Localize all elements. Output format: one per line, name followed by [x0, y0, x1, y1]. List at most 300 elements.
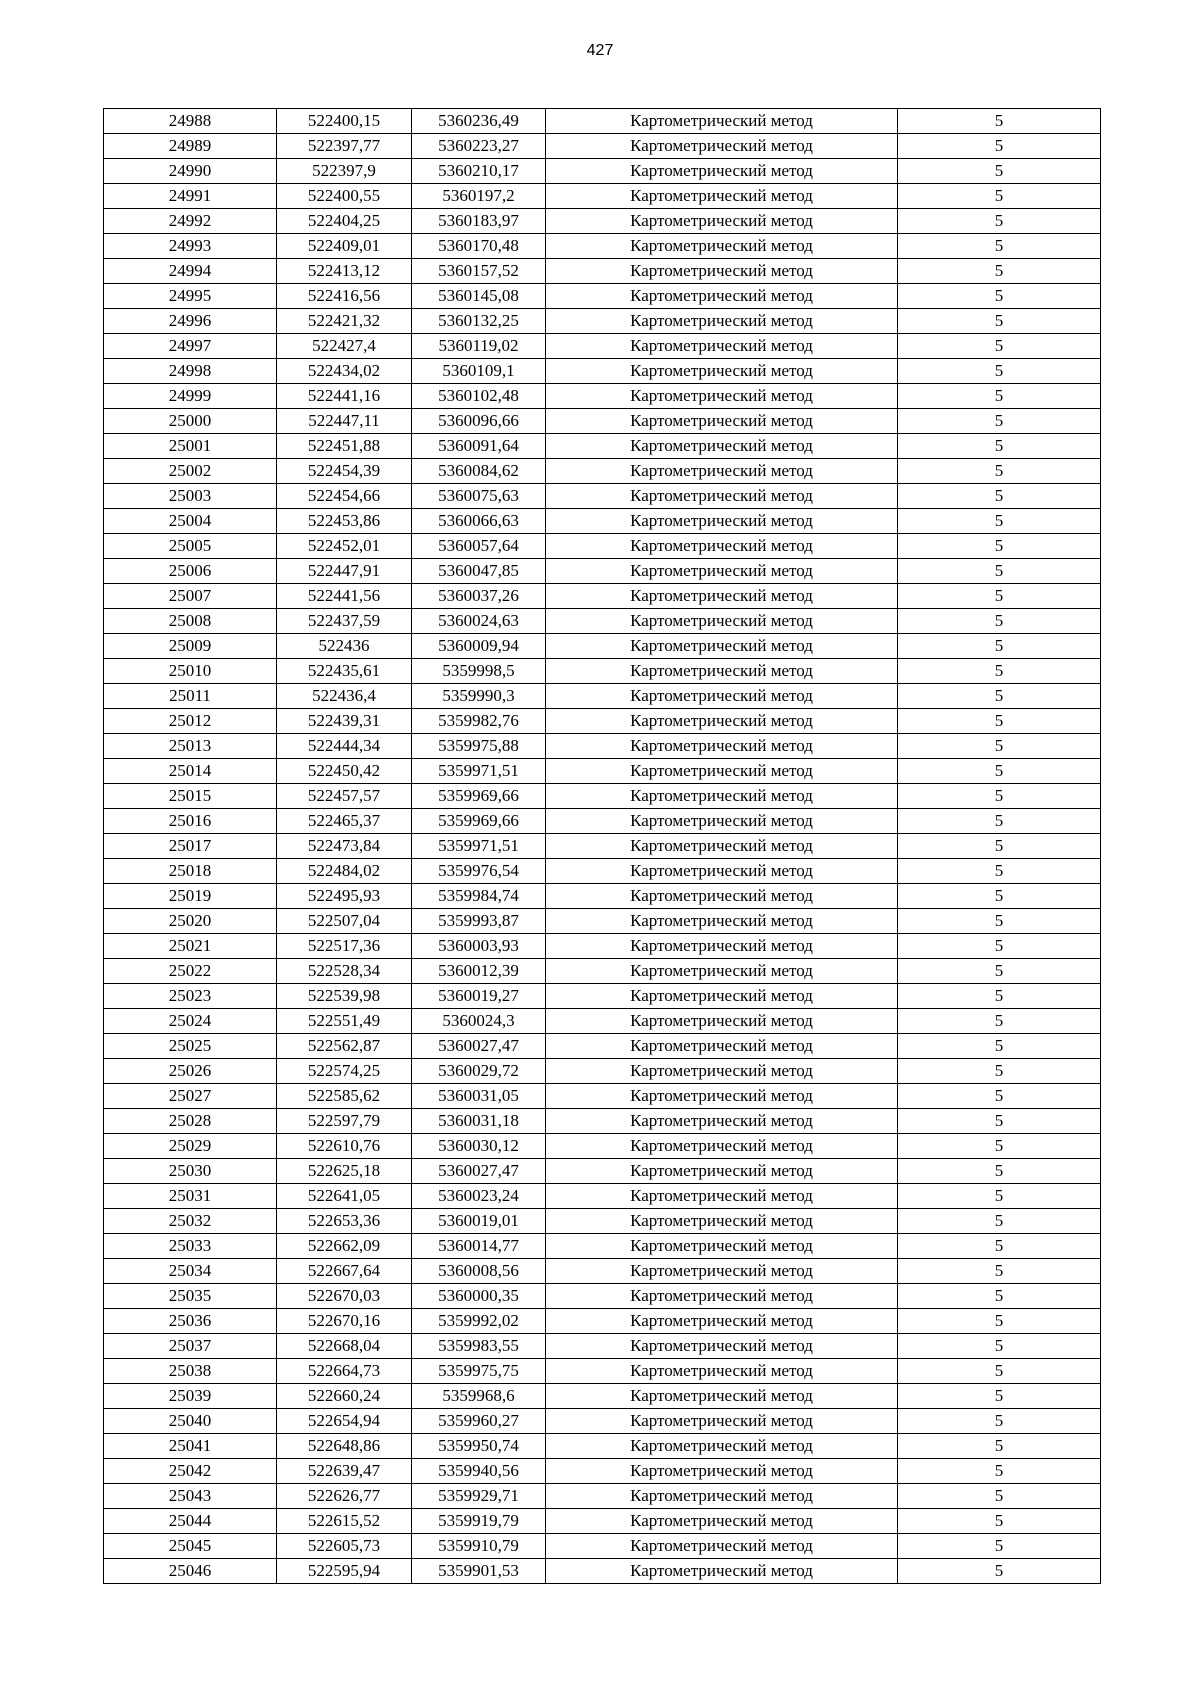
method-cell: Картометрический метод	[546, 1534, 898, 1559]
y-coordinate-cell: 5359971,51	[412, 834, 546, 859]
x-coordinate-cell: 522436,4	[277, 684, 412, 709]
x-coordinate-cell: 522585,62	[277, 1084, 412, 1109]
x-coordinate-cell: 522404,25	[277, 209, 412, 234]
method-cell: Картометрический метод	[546, 384, 898, 409]
y-coordinate-cell: 5360075,63	[412, 484, 546, 509]
x-coordinate-cell: 522444,34	[277, 734, 412, 759]
point-number-cell: 24988	[104, 109, 277, 134]
x-coordinate-cell: 522435,61	[277, 659, 412, 684]
x-coordinate-cell: 522626,77	[277, 1484, 412, 1509]
accuracy-cell: 5	[898, 1009, 1101, 1034]
table-row	[104, 434, 1101, 459]
page-number: 427	[586, 42, 614, 59]
point-number-cell: 25046	[104, 1559, 277, 1584]
y-coordinate-cell: 5359919,79	[412, 1509, 546, 1534]
x-coordinate-cell: 522457,57	[277, 784, 412, 809]
y-coordinate-cell: 5359982,76	[412, 709, 546, 734]
point-number-cell: 25005	[104, 534, 277, 559]
table-row	[104, 334, 1101, 359]
accuracy-cell: 5	[898, 809, 1101, 834]
table-row	[104, 109, 1101, 134]
y-coordinate-cell: 5359976,54	[412, 859, 546, 884]
accuracy-cell: 5	[898, 559, 1101, 584]
method-cell: Картометрический метод	[546, 1234, 898, 1259]
table-row	[104, 459, 1101, 484]
accuracy-cell: 5	[898, 1234, 1101, 1259]
method-cell: Картометрический метод	[546, 509, 898, 534]
method-cell: Картометрический метод	[546, 909, 898, 934]
y-coordinate-cell: 5360210,17	[412, 159, 546, 184]
y-coordinate-cell: 5359960,27	[412, 1409, 546, 1434]
table-row	[104, 784, 1101, 809]
point-number-cell: 25021	[104, 934, 277, 959]
table-row	[104, 609, 1101, 634]
point-number-cell: 24991	[104, 184, 277, 209]
y-coordinate-cell: 5360029,72	[412, 1059, 546, 1084]
y-coordinate-cell: 5360084,62	[412, 459, 546, 484]
method-cell: Картометрический метод	[546, 134, 898, 159]
point-number-cell: 25041	[104, 1434, 277, 1459]
point-number-cell: 25025	[104, 1034, 277, 1059]
accuracy-cell: 5	[898, 1209, 1101, 1234]
x-coordinate-cell: 522452,01	[277, 534, 412, 559]
method-cell: Картометрический метод	[546, 834, 898, 859]
table-row	[104, 184, 1101, 209]
accuracy-cell: 5	[898, 784, 1101, 809]
point-number-cell: 25033	[104, 1234, 277, 1259]
table-row	[104, 1409, 1101, 1434]
accuracy-cell: 5	[898, 134, 1101, 159]
x-coordinate-cell: 522453,86	[277, 509, 412, 534]
coordinates-table-body	[104, 109, 1101, 1584]
accuracy-cell: 5	[898, 834, 1101, 859]
x-coordinate-cell: 522574,25	[277, 1059, 412, 1084]
table-row	[104, 684, 1101, 709]
method-cell: Картометрический метод	[546, 709, 898, 734]
y-coordinate-cell: 5360223,27	[412, 134, 546, 159]
y-coordinate-cell: 5360019,27	[412, 984, 546, 1009]
accuracy-cell: 5	[898, 1084, 1101, 1109]
point-number-cell: 25035	[104, 1284, 277, 1309]
y-coordinate-cell: 5359969,66	[412, 809, 546, 834]
x-coordinate-cell: 522484,02	[277, 859, 412, 884]
x-coordinate-cell: 522450,42	[277, 759, 412, 784]
method-cell: Картометрический метод	[546, 409, 898, 434]
table-row	[104, 384, 1101, 409]
point-number-cell: 25019	[104, 884, 277, 909]
point-number-cell: 25007	[104, 584, 277, 609]
method-cell: Картометрический метод	[546, 984, 898, 1009]
y-coordinate-cell: 5360091,64	[412, 434, 546, 459]
point-number-cell: 25026	[104, 1059, 277, 1084]
accuracy-cell: 5	[898, 684, 1101, 709]
table-row	[104, 1459, 1101, 1484]
table-row	[104, 259, 1101, 284]
point-number-cell: 25013	[104, 734, 277, 759]
point-number-cell: 25027	[104, 1084, 277, 1109]
method-cell: Картометрический метод	[546, 359, 898, 384]
method-cell: Картометрический метод	[546, 1259, 898, 1284]
x-coordinate-cell: 522473,84	[277, 834, 412, 859]
x-coordinate-cell: 522605,73	[277, 1534, 412, 1559]
table-row	[104, 1484, 1101, 1509]
x-coordinate-cell: 522517,36	[277, 934, 412, 959]
accuracy-cell: 5	[898, 409, 1101, 434]
table-row	[104, 1009, 1101, 1034]
accuracy-cell: 5	[898, 259, 1101, 284]
method-cell: Картометрический метод	[546, 184, 898, 209]
table-row	[104, 1434, 1101, 1459]
table-row	[104, 134, 1101, 159]
accuracy-cell: 5	[898, 359, 1101, 384]
y-coordinate-cell: 5359950,74	[412, 1434, 546, 1459]
point-number-cell: 24989	[104, 134, 277, 159]
x-coordinate-cell: 522668,04	[277, 1334, 412, 1359]
x-coordinate-cell: 522551,49	[277, 1009, 412, 1034]
table-row	[104, 1209, 1101, 1234]
y-coordinate-cell: 5359975,75	[412, 1359, 546, 1384]
point-number-cell: 25011	[104, 684, 277, 709]
point-number-cell: 25002	[104, 459, 277, 484]
x-coordinate-cell: 522465,37	[277, 809, 412, 834]
accuracy-cell: 5	[898, 1259, 1101, 1284]
method-cell: Картометрический метод	[546, 634, 898, 659]
method-cell: Картометрический метод	[546, 1184, 898, 1209]
method-cell: Картометрический метод	[546, 1284, 898, 1309]
method-cell: Картометрический метод	[546, 859, 898, 884]
method-cell: Картометрический метод	[546, 1409, 898, 1434]
method-cell: Картометрический метод	[546, 1459, 898, 1484]
point-number-cell: 25001	[104, 434, 277, 459]
table-row	[104, 284, 1101, 309]
table-row	[104, 1034, 1101, 1059]
x-coordinate-cell: 522507,04	[277, 909, 412, 934]
y-coordinate-cell: 5360024,3	[412, 1009, 546, 1034]
y-coordinate-cell: 5359969,66	[412, 784, 546, 809]
accuracy-cell: 5	[898, 1059, 1101, 1084]
x-coordinate-cell: 522409,01	[277, 234, 412, 259]
point-number-cell: 25029	[104, 1134, 277, 1159]
accuracy-cell: 5	[898, 1459, 1101, 1484]
method-cell: Картометрический метод	[546, 609, 898, 634]
x-coordinate-cell: 522660,24	[277, 1384, 412, 1409]
accuracy-cell: 5	[898, 184, 1101, 209]
x-coordinate-cell: 522447,91	[277, 559, 412, 584]
point-number-cell: 25000	[104, 409, 277, 434]
y-coordinate-cell: 5360066,63	[412, 509, 546, 534]
x-coordinate-cell: 522436	[277, 634, 412, 659]
point-number-cell: 25023	[104, 984, 277, 1009]
table-row	[104, 1259, 1101, 1284]
point-number-cell: 25022	[104, 959, 277, 984]
table-row	[104, 1284, 1101, 1309]
y-coordinate-cell: 5360183,97	[412, 209, 546, 234]
x-coordinate-cell: 522413,12	[277, 259, 412, 284]
coordinates-table	[103, 108, 1101, 1584]
accuracy-cell: 5	[898, 1434, 1101, 1459]
table-row	[104, 584, 1101, 609]
table-row	[104, 909, 1101, 934]
accuracy-cell: 5	[898, 659, 1101, 684]
point-number-cell: 25040	[104, 1409, 277, 1434]
x-coordinate-cell: 522434,02	[277, 359, 412, 384]
method-cell: Картометрический метод	[546, 1109, 898, 1134]
accuracy-cell: 5	[898, 384, 1101, 409]
accuracy-cell: 5	[898, 534, 1101, 559]
table-row	[104, 959, 1101, 984]
x-coordinate-cell: 522437,59	[277, 609, 412, 634]
method-cell: Картометрический метод	[546, 1084, 898, 1109]
accuracy-cell: 5	[898, 884, 1101, 909]
x-coordinate-cell: 522416,56	[277, 284, 412, 309]
y-coordinate-cell: 5360132,25	[412, 309, 546, 334]
x-coordinate-cell: 522654,94	[277, 1409, 412, 1434]
accuracy-cell: 5	[898, 1409, 1101, 1434]
method-cell: Картометрический метод	[546, 1059, 898, 1084]
point-number-cell: 25008	[104, 609, 277, 634]
table-row	[104, 1509, 1101, 1534]
point-number-cell: 25004	[104, 509, 277, 534]
accuracy-cell: 5	[898, 1034, 1101, 1059]
accuracy-cell: 5	[898, 309, 1101, 334]
x-coordinate-cell: 522595,94	[277, 1559, 412, 1584]
x-coordinate-cell: 522648,86	[277, 1434, 412, 1459]
point-number-cell: 25020	[104, 909, 277, 934]
table-row	[104, 309, 1101, 334]
method-cell: Картометрический метод	[546, 1334, 898, 1359]
point-number-cell: 25010	[104, 659, 277, 684]
x-coordinate-cell: 522495,93	[277, 884, 412, 909]
y-coordinate-cell: 5359975,88	[412, 734, 546, 759]
table-row	[104, 1334, 1101, 1359]
accuracy-cell: 5	[898, 484, 1101, 509]
y-coordinate-cell: 5359901,53	[412, 1559, 546, 1584]
point-number-cell: 24992	[104, 209, 277, 234]
x-coordinate-cell: 522447,11	[277, 409, 412, 434]
method-cell: Картометрический метод	[546, 459, 898, 484]
y-coordinate-cell: 5360031,05	[412, 1084, 546, 1109]
accuracy-cell: 5	[898, 209, 1101, 234]
accuracy-cell: 5	[898, 1109, 1101, 1134]
point-number-cell: 24993	[104, 234, 277, 259]
y-coordinate-cell: 5360119,02	[412, 334, 546, 359]
method-cell: Картометрический метод	[546, 884, 898, 909]
x-coordinate-cell: 522441,16	[277, 384, 412, 409]
table-row	[104, 709, 1101, 734]
y-coordinate-cell: 5360024,63	[412, 609, 546, 634]
y-coordinate-cell: 5359998,5	[412, 659, 546, 684]
point-number-cell: 25037	[104, 1334, 277, 1359]
point-number-cell: 24997	[104, 334, 277, 359]
method-cell: Картометрический метод	[546, 309, 898, 334]
method-cell: Картометрический метод	[546, 584, 898, 609]
method-cell: Картометрический метод	[546, 659, 898, 684]
accuracy-cell: 5	[898, 1159, 1101, 1184]
x-coordinate-cell: 522641,05	[277, 1184, 412, 1209]
point-number-cell: 25045	[104, 1534, 277, 1559]
x-coordinate-cell: 522670,16	[277, 1309, 412, 1334]
x-coordinate-cell: 522662,09	[277, 1234, 412, 1259]
accuracy-cell: 5	[898, 734, 1101, 759]
method-cell: Картометрический метод	[546, 1134, 898, 1159]
table-row	[104, 509, 1101, 534]
y-coordinate-cell: 5360157,52	[412, 259, 546, 284]
point-number-cell: 25012	[104, 709, 277, 734]
method-cell: Картометрический метод	[546, 259, 898, 284]
point-number-cell: 24990	[104, 159, 277, 184]
method-cell: Картометрический метод	[546, 759, 898, 784]
table-row	[104, 1309, 1101, 1334]
y-coordinate-cell: 5360057,64	[412, 534, 546, 559]
x-coordinate-cell: 522421,32	[277, 309, 412, 334]
x-coordinate-cell: 522400,55	[277, 184, 412, 209]
method-cell: Картометрический метод	[546, 1559, 898, 1584]
y-coordinate-cell: 5360012,39	[412, 959, 546, 984]
method-cell: Картометрический метод	[546, 434, 898, 459]
y-coordinate-cell: 5360096,66	[412, 409, 546, 434]
y-coordinate-cell: 5360003,93	[412, 934, 546, 959]
point-number-cell: 24995	[104, 284, 277, 309]
x-coordinate-cell: 522397,77	[277, 134, 412, 159]
table-row	[104, 1559, 1101, 1584]
table-row	[104, 534, 1101, 559]
accuracy-cell: 5	[898, 709, 1101, 734]
table-row	[104, 859, 1101, 884]
method-cell: Картометрический метод	[546, 1359, 898, 1384]
y-coordinate-cell: 5359929,71	[412, 1484, 546, 1509]
x-coordinate-cell: 522441,56	[277, 584, 412, 609]
method-cell: Картометрический метод	[546, 334, 898, 359]
y-coordinate-cell: 5360014,77	[412, 1234, 546, 1259]
method-cell: Картометрический метод	[546, 534, 898, 559]
accuracy-cell: 5	[898, 634, 1101, 659]
accuracy-cell: 5	[898, 1284, 1101, 1309]
y-coordinate-cell: 5360000,35	[412, 1284, 546, 1309]
table-row	[104, 759, 1101, 784]
method-cell: Картометрический метод	[546, 234, 898, 259]
accuracy-cell: 5	[898, 1534, 1101, 1559]
accuracy-cell: 5	[898, 434, 1101, 459]
point-number-cell: 24994	[104, 259, 277, 284]
point-number-cell: 25014	[104, 759, 277, 784]
method-cell: Картометрический метод	[546, 1434, 898, 1459]
x-coordinate-cell: 522397,9	[277, 159, 412, 184]
table-row	[104, 1534, 1101, 1559]
point-number-cell: 25015	[104, 784, 277, 809]
point-number-cell: 24999	[104, 384, 277, 409]
point-number-cell: 25039	[104, 1384, 277, 1409]
table-row	[104, 1234, 1101, 1259]
accuracy-cell: 5	[898, 1184, 1101, 1209]
method-cell: Картометрический метод	[546, 1484, 898, 1509]
method-cell: Картометрический метод	[546, 734, 898, 759]
accuracy-cell: 5	[898, 334, 1101, 359]
x-coordinate-cell: 522625,18	[277, 1159, 412, 1184]
y-coordinate-cell: 5360109,1	[412, 359, 546, 384]
y-coordinate-cell: 5360037,26	[412, 584, 546, 609]
x-coordinate-cell: 522667,64	[277, 1259, 412, 1284]
table-row	[104, 159, 1101, 184]
table-row	[104, 659, 1101, 684]
y-coordinate-cell: 5360236,49	[412, 109, 546, 134]
point-number-cell: 25006	[104, 559, 277, 584]
x-coordinate-cell: 522615,52	[277, 1509, 412, 1534]
accuracy-cell: 5	[898, 109, 1101, 134]
method-cell: Картометрический метод	[546, 559, 898, 584]
method-cell: Картометрический метод	[546, 159, 898, 184]
x-coordinate-cell: 522610,76	[277, 1134, 412, 1159]
table-row	[104, 1359, 1101, 1384]
point-number-cell: 25028	[104, 1109, 277, 1134]
table-row	[104, 209, 1101, 234]
table-row	[104, 1134, 1101, 1159]
point-number-cell: 25043	[104, 1484, 277, 1509]
point-number-cell: 24996	[104, 309, 277, 334]
y-coordinate-cell: 5360019,01	[412, 1209, 546, 1234]
table-row	[104, 234, 1101, 259]
table-row	[104, 1084, 1101, 1109]
y-coordinate-cell: 5359983,55	[412, 1334, 546, 1359]
x-coordinate-cell: 522562,87	[277, 1034, 412, 1059]
x-coordinate-cell: 522639,47	[277, 1459, 412, 1484]
y-coordinate-cell: 5359990,3	[412, 684, 546, 709]
x-coordinate-cell: 522454,39	[277, 459, 412, 484]
accuracy-cell: 5	[898, 459, 1101, 484]
y-coordinate-cell: 5359984,74	[412, 884, 546, 909]
accuracy-cell: 5	[898, 1509, 1101, 1534]
point-number-cell: 25044	[104, 1509, 277, 1534]
accuracy-cell: 5	[898, 1384, 1101, 1409]
method-cell: Картометрический метод	[546, 684, 898, 709]
x-coordinate-cell: 522539,98	[277, 984, 412, 1009]
point-number-cell: 25036	[104, 1309, 277, 1334]
accuracy-cell: 5	[898, 1484, 1101, 1509]
point-number-cell: 25017	[104, 834, 277, 859]
table-row	[104, 1159, 1101, 1184]
method-cell: Картометрический метод	[546, 109, 898, 134]
table-row	[104, 559, 1101, 584]
x-coordinate-cell: 522454,66	[277, 484, 412, 509]
x-coordinate-cell: 522451,88	[277, 434, 412, 459]
table-row	[104, 734, 1101, 759]
method-cell: Картометрический метод	[546, 484, 898, 509]
method-cell: Картометрический метод	[546, 1309, 898, 1334]
y-coordinate-cell: 5359971,51	[412, 759, 546, 784]
y-coordinate-cell: 5359992,02	[412, 1309, 546, 1334]
table-row	[104, 409, 1101, 434]
point-number-cell: 25030	[104, 1159, 277, 1184]
accuracy-cell: 5	[898, 759, 1101, 784]
point-number-cell: 25018	[104, 859, 277, 884]
accuracy-cell: 5	[898, 159, 1101, 184]
table-row	[104, 1109, 1101, 1134]
accuracy-cell: 5	[898, 584, 1101, 609]
method-cell: Картометрический метод	[546, 934, 898, 959]
table-row	[104, 809, 1101, 834]
point-number-cell: 25034	[104, 1259, 277, 1284]
method-cell: Картометрический метод	[546, 1159, 898, 1184]
point-number-cell: 25042	[104, 1459, 277, 1484]
point-number-cell: 25031	[104, 1184, 277, 1209]
y-coordinate-cell: 5360145,08	[412, 284, 546, 309]
y-coordinate-cell: 5360027,47	[412, 1159, 546, 1184]
y-coordinate-cell: 5359910,79	[412, 1534, 546, 1559]
y-coordinate-cell: 5360197,2	[412, 184, 546, 209]
y-coordinate-cell: 5360023,24	[412, 1184, 546, 1209]
accuracy-cell: 5	[898, 1309, 1101, 1334]
method-cell: Картометрический метод	[546, 959, 898, 984]
accuracy-cell: 5	[898, 984, 1101, 1009]
